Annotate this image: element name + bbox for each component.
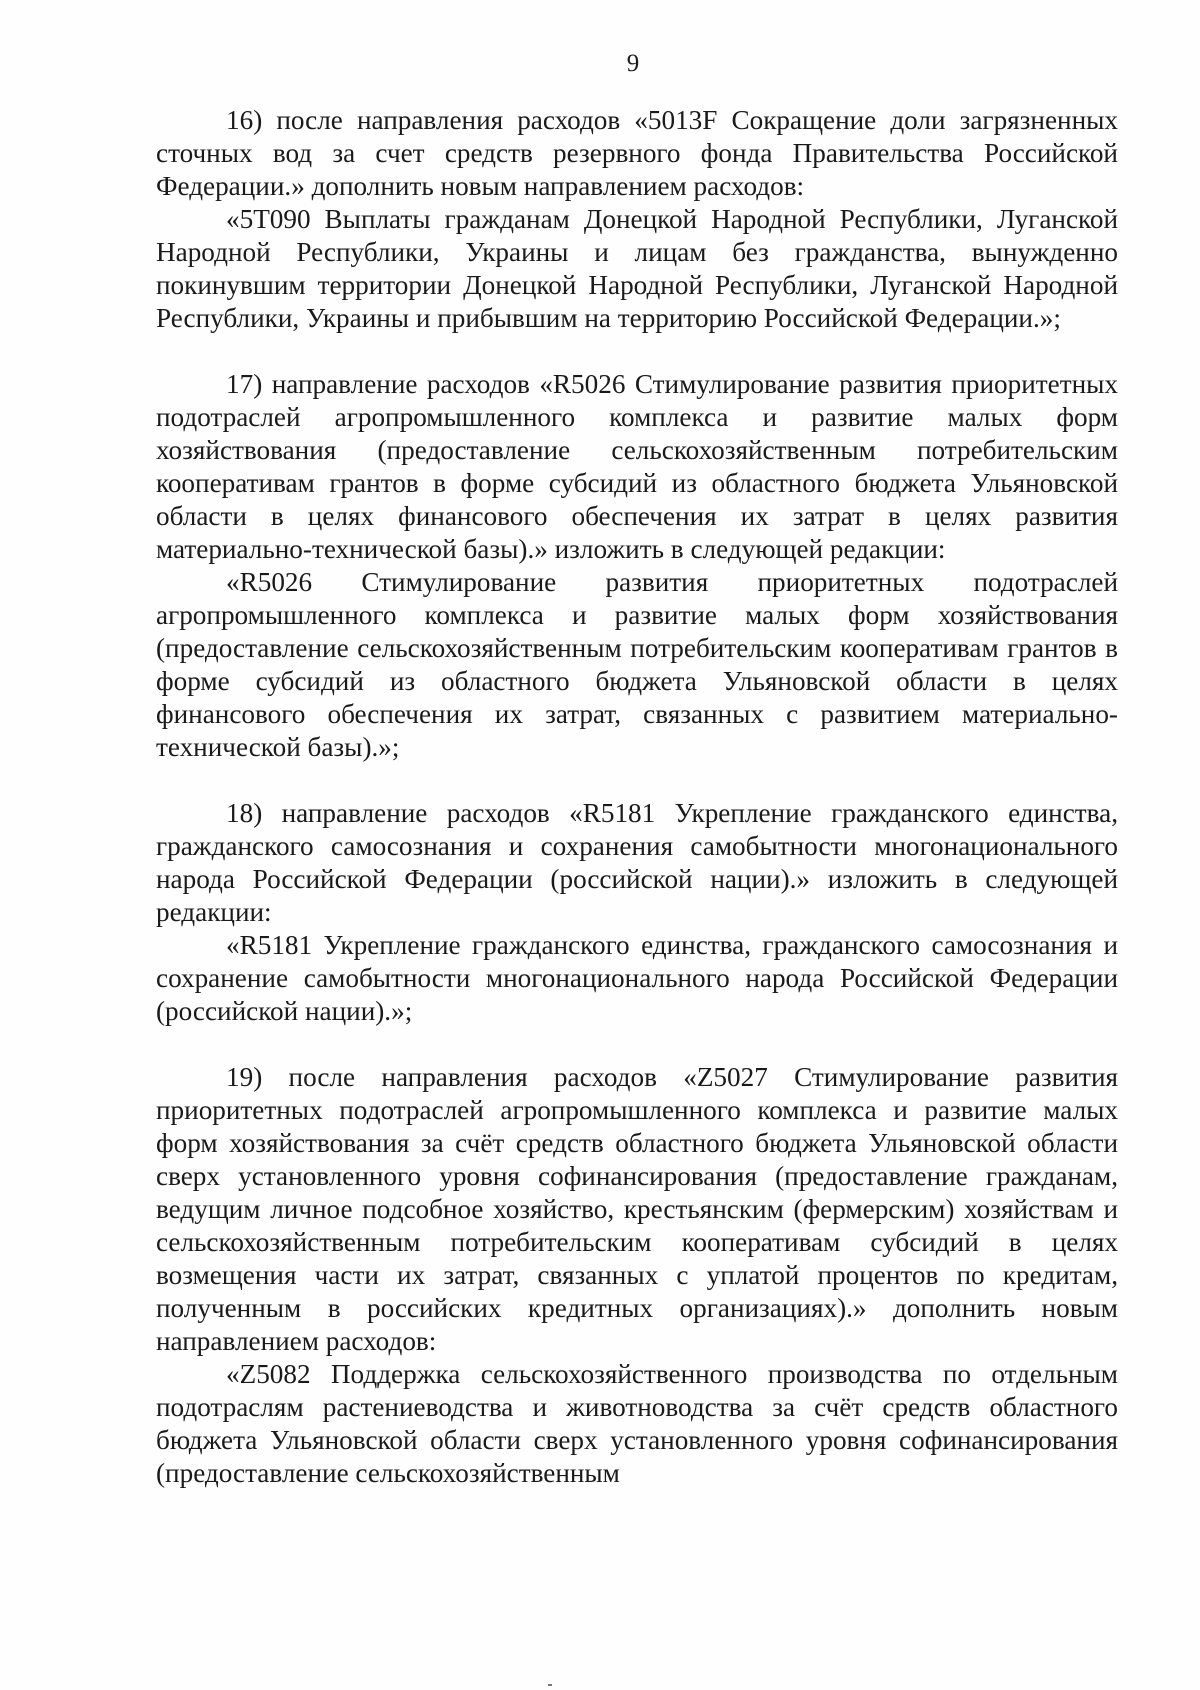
paragraph-item-18: 18) направление расходов «R5181 Укрепление гражданского единства, гражданского самосознания и сохранения самобытности многонационального народа Российской Федерации (российской нации).» изложить в следующей редакции:	[156, 798, 1118, 927]
paragraph-quote-r5181: «R5181 Укрепление гражданского единства, гражданского самосознания и сохранение самобытности многонационального народа Российской Федерации (российской нации).»;	[156, 930, 1118, 1026]
paragraph-quote-z5082: «Z5082 Поддержка сельскохозяйственного производства по отдельным подотраслям растениеводства и животноводства за счёт средств областного бюджета Ульяновской области сверх установленного уровня софинансирования (предоставление сельскохозяйственным	[156, 1359, 1118, 1488]
document-body	[156, 104, 1118, 1490]
paragraph-item-17: 17) направление расходов «R5026 Стимулирование развития приоритетных подотраслей агропромышленного комплекса и развитие малых форм хозяйствования (предоставление сельскохозяйственным потребительским кооперативам грантов в форме субсидий из областного бюджета Ульяновской области в целях финансового обеспечения их затрат в целях развития материально-технической базы).» изложить в следующей редакции:	[156, 369, 1118, 564]
paragraph-item-19: 19) после направления расходов «Z5027 Стимулирование развития приоритетных подотраслей агропромышленного комплекса и развитие малых форм хозяйствования за счёт средств областного бюджета Ульяновской области сверх установленного уровня софинансирования (предоставление гражданам, ведущим личное подсобное хозяйство, крестьянским (фермерским) хозяйствам и сельскохозяйственным потребительским кооперативам субсидий в целях возмещения части их затрат, связанных с уплатой процентов по кредитам, полученным в российских кредитных организациях).» дополнить новым направлением расходов:	[156, 1062, 1118, 1356]
paragraph-item-16: 16) после направления расходов «5013F Сокращение доли загрязненных сточных вод за счет средств резервного фонда Правительства Российской Федерации.» дополнить новым направлением расходов:	[156, 105, 1118, 201]
paragraph-quote-r5026: «R5026 Стимулирование развития приоритетных подотраслей агропромышленного комплекса и развитие малых форм хозяйствования (предоставление сельскохозяйственным потребительским кооперативам грантов в форме субсидий из областного бюджета Ульяновской области в целях финансового обеспечения их затрат, связанных с развитием материально-технической базы).»;	[156, 567, 1118, 762]
scan-artifact	[548, 1684, 552, 1686]
page-number: 9	[626, 50, 640, 77]
paragraph-quote-5t090: «5T090 Выплаты гражданам Донецкой Народной Республики, Луганской Народной Республики, Украины и лицам без гражданства, вынужденно покинувшим территории Донецкой Народной Республики, Луганской Народной Республики, Украины и прибывшим на территорию Российской Федерации.»;	[156, 204, 1118, 333]
